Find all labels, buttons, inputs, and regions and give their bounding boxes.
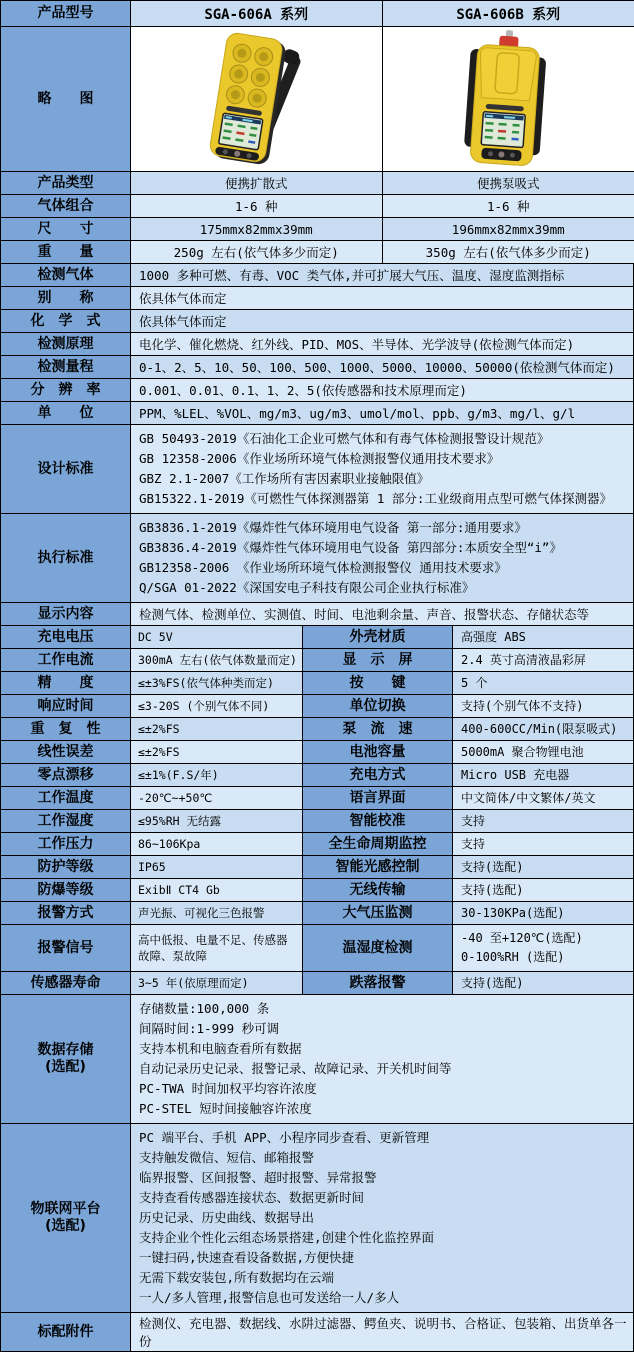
row-label: 执行标准 [1,514,131,602]
gas-detector-a-illustration [176,29,336,169]
row-label: 气体组合 [1,195,131,217]
row-label: 分 辨 率 [1,379,131,401]
row-value-1: ≤±2%FS [131,718,303,740]
row-label-2: 智能校准 [303,810,453,832]
row-value-2: 5000mA 聚合物锂电池 [453,741,633,763]
gas-detector-b-illustration [433,29,583,169]
row-label-2: 泵 流 速 [303,718,453,740]
row-label-2: 跌落报警 [303,972,453,994]
spec-row [1,310,633,333]
row-value-line: 历史记录、历史曲线、数据导出 [139,1208,625,1228]
row-value-2: 支持(选配) [453,856,633,878]
spec-row [1,856,633,879]
row-value-2: 30-130KPa(选配) [453,902,633,924]
row-value [131,425,633,513]
row-label: 检测气体 [1,264,131,286]
row-label: 别 称 [1,287,131,309]
row-value: 1000 多种可燃、有毒、VOC 类气体,并可扩展大气压、温度、湿度监测指标 [131,264,633,286]
row-value-line: -40 至+120℃(选配) [461,929,625,948]
row-label [1,995,131,1123]
row-value-2: 高强度 ABS [453,626,633,648]
row-value-2: 支持(选配) [453,879,633,901]
row-label-line: 物联网平台 [31,1201,101,1218]
row-value: 电化学、催化燃烧、红外线、PID、MOS、半导体、光学波导(依检测气体而定) [131,333,633,355]
row-label: 尺 寸 [1,218,131,240]
row-value-1: ≤±1%(F.S/年) [131,764,303,786]
row-value-2: 2.4 英寸高清液晶彩屏 [453,649,633,671]
row-value-line: GB3836.4-2019《爆炸性气体环境用电气设备 第四部分:本质安全型“i”》 [139,538,625,558]
row-label-2: 温湿度检测 [303,925,453,971]
row-value-1: ≤±2%FS [131,741,303,763]
row-value-1: ≤±3%FS(依气体种类而定) [131,672,303,694]
spec-row [1,172,633,195]
row-value-2: 400-600CC/Min(限泵吸式) [453,718,633,740]
row-value-b: 196mmx82mmx39mm [383,218,634,240]
row-value-2: 支持(选配) [453,972,633,994]
row-label: 重 量 [1,241,131,263]
row-value-a: 250g 左右(依气体多少而定) [131,241,383,263]
row-label: 工作湿度 [1,810,131,832]
spec-row [1,902,633,925]
row-label: 充电电压 [1,626,131,648]
row-label: 显示内容 [1,603,131,625]
row-value-1: ≤95%RH 无结露 [131,810,303,832]
row-value-line: GB15322.1-2019《可燃性气体探测器第 1 部分:工业级商用点型可燃气体探测器》 [139,489,625,509]
sketch-row [1,27,633,172]
row-value-line: PC 端平台、手机 APP、小程序同步查看、更新管理 [139,1128,625,1148]
row-label-2: 智能光感控制 [303,856,453,878]
sketch-label: 略 图 [1,27,131,171]
row-value-line: GB 12358-2006《作业场所环境气体检测报警仪通用技术要求》 [139,449,625,469]
row-value-a: 便携扩散式 [131,172,383,194]
spec-row [1,356,633,379]
row-value [131,1124,633,1312]
row-value [131,514,633,602]
row-value-b: 1-6 种 [383,195,634,217]
row-label-2: 外壳材质 [303,626,453,648]
series-b-header: SGA-606B 系列 [383,1,634,26]
row-value-1: 高中低报、电量不足、传感器故障、泵故障 [131,925,303,971]
row-label-2: 显 示 屏 [303,649,453,671]
spec-row [1,718,633,741]
spec-row [1,195,633,218]
spec-row [1,741,633,764]
spec-row [1,879,633,902]
row-value-line: GBZ 2.1-2007《工作场所有害因素职业接触限值》 [139,469,625,489]
row-value: 检测气体、检测单位、实测值、时间、电池剩余量、声音、报警状态、存储状态等 [131,603,633,625]
row-value-line: 存储数量:100,000 条 [139,999,625,1019]
spec-row [1,695,633,718]
row-value-line: 临界报警、区间报警、超时报警、异常报警 [139,1168,625,1188]
row-label: 产品类型 [1,172,131,194]
spec-row [1,241,633,264]
spec-row [1,379,633,402]
row-label: 防护等级 [1,856,131,878]
spec-row [1,626,633,649]
row-value [131,995,633,1123]
row-value-1: IP65 [131,856,303,878]
row-label: 报警信号 [1,925,131,971]
row-value-b: 350g 左右(依气体多少而定) [383,241,634,263]
row-value-line: PC-TWA 时间加权平均容许浓度 [139,1079,625,1099]
row-label: 精 度 [1,672,131,694]
row-label-line: 数据存储 [38,1042,94,1059]
row-value: 依具体气体而定 [131,310,633,332]
row-value-2 [453,925,633,971]
row-value-1: 300mA 左右(依气体数量而定) [131,649,303,671]
spec-row [1,787,633,810]
row-label: 工作电流 [1,649,131,671]
row-label: 响应时间 [1,695,131,717]
spec-row [1,514,633,603]
row-label: 设计标准 [1,425,131,513]
row-value-line: PC-STEL 短时间接触容许浓度 [139,1099,625,1119]
row-label-2: 按 键 [303,672,453,694]
spec-row [1,972,633,995]
row-value: 0.001、0.01、0.1、1、2、5(依传感器和技术原理而定) [131,379,633,401]
row-value-1: 86~106Kpa [131,833,303,855]
row-value: 依具体气体而定 [131,287,633,309]
device-a-image [131,27,383,171]
row-value: 0-1、2、5、10、50、100、500、1000、5000、10000、50000(依检测气体而定) [131,356,633,378]
row-label-2: 无线传输 [303,879,453,901]
row-value-1: 声光振、可视化三色报警 [131,902,303,924]
series-a-header: SGA-606A 系列 [131,1,383,26]
row-label-2: 全生命周期监控 [303,833,453,855]
spec-row [1,603,633,626]
row-label: 重 复 性 [1,718,131,740]
spec-row [1,1124,633,1313]
spec-row [1,425,633,514]
row-value-2: 5 个 [453,672,633,694]
row-label: 工作温度 [1,787,131,809]
spec-row [1,995,633,1124]
row-label-2: 大气压监测 [303,902,453,924]
row-label: 零点漂移 [1,764,131,786]
row-value: PPM、%LEL、%VOL、mg/m3、ug/m3、umol/mol、ppb、g/m3、mg/l、g/l [131,402,633,424]
row-label-subline: (选配) [45,1059,86,1076]
spec-row [1,764,633,787]
row-value-2: 中文简体/中文繁体/英文 [453,787,633,809]
row-value-line: 间隔时间:1-999 秒可调 [139,1019,625,1039]
row-value-b: 便携泵吸式 [383,172,634,194]
row-label: 报警方式 [1,902,131,924]
row-value-a: 175mmx82mmx39mm [131,218,383,240]
row-value-1: DC 5V [131,626,303,648]
row-label-2: 电池容量 [303,741,453,763]
spec-row [1,1313,633,1351]
row-value-line: 无需下载安装包,所有数据均在云端 [139,1268,625,1288]
row-value-line: Q/SGA 01-2022《深国安电子科技有限公司企业执行标准》 [139,578,625,598]
row-value-2: 支持 [453,810,633,832]
row-label: 化 学 式 [1,310,131,332]
row-value-1: ExibⅡ CT4 Gb [131,879,303,901]
row-label-2: 语言界面 [303,787,453,809]
row-value-line: 支持查看传感器连接状态、数据更新时间 [139,1188,625,1208]
header-row [1,1,633,27]
spec-row [1,264,633,287]
device-b-image [383,27,634,171]
row-label: 检测量程 [1,356,131,378]
spec-row [1,333,633,356]
row-value-line: GB3836.1-2019《爆炸性气体环境用电气设备 第一部分:通用要求》 [139,518,625,538]
row-value-1: 3~5 年(依原理而定) [131,972,303,994]
row-value-2: Micro USB 充电器 [453,764,633,786]
spec-rows [1,172,633,1351]
row-value-1: -20℃~+50℃ [131,787,303,809]
row-label: 线性误差 [1,741,131,763]
row-value-2: 支持(个别气体不支持) [453,695,633,717]
row-label: 工作压力 [1,833,131,855]
row-value-line: 一键扫码,快速查看设备数据,方便快捷 [139,1248,625,1268]
row-value-line: 0-100%RH (选配) [461,948,625,967]
row-label-2: 单位切换 [303,695,453,717]
row-label: 检测原理 [1,333,131,355]
product-model-label: 产品型号 [1,1,131,26]
row-value: 检测仪、充电器、数据线、水阱过滤器、鳄鱼夹、说明书、合格证、包装箱、出货单各一份 [131,1313,633,1351]
spec-row [1,833,633,856]
row-label: 防爆等级 [1,879,131,901]
row-value-line: 一人/多人管理,报警信息也可发送给一人/多人 [139,1288,625,1308]
row-value-line: 支持触发微信、短信、邮箱报警 [139,1148,625,1168]
spec-row [1,810,633,833]
row-value-a: 1-6 种 [131,195,383,217]
row-value-line: GB12358-2006 《作业场所环境气体检测报警仪 通用技术要求》 [139,558,625,578]
spec-row [1,402,633,425]
row-label-subline: (选配) [45,1218,86,1235]
spec-row [1,925,633,972]
spec-row [1,218,633,241]
row-value-2: 支持 [453,833,633,855]
row-label: 传感器寿命 [1,972,131,994]
row-label: 单 位 [1,402,131,424]
spec-row [1,649,633,672]
row-label [1,1124,131,1312]
spec-row [1,287,633,310]
row-value-line: GB 50493-2019《石油化工企业可燃气体和有毒气体检测报警设计规范》 [139,429,625,449]
row-value-1: ≤3-20S (个别气体不同) [131,695,303,717]
row-value-line: 支持本机和电脑查看所有数据 [139,1039,625,1059]
row-value-line: 自动记录历史记录、报警记录、故障记录、开关机时间等 [139,1059,625,1079]
spec-row [1,672,633,695]
row-label-2: 充电方式 [303,764,453,786]
row-value-line: 支持企业个性化云组态场景搭建,创建个性化监控界面 [139,1228,625,1248]
row-label: 标配附件 [1,1313,131,1351]
